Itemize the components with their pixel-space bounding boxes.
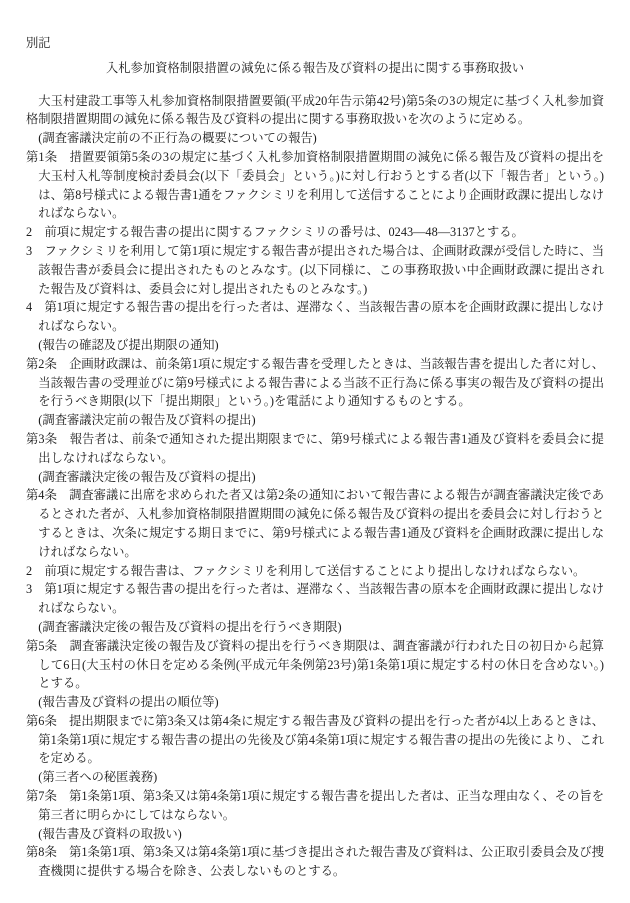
paragraph-text: 第1条第1項、第3条又は第4条第1項に基づき提出された報告書及び資料は、公正取引委員会及び捜査機関に提供する場合を除き、公表しないものとする。 — [38, 845, 604, 879]
paragraph-text: 前項に規定する報告書は、ファクシミリを利用して送信することにより提出しなければならない。 — [44, 563, 586, 578]
paragraph-text: 前項に規定する報告書の提出に関するファクシミリの番号は、0243—48—3137とする。 — [44, 225, 524, 240]
article-paragraph — [26, 148, 604, 223]
article-number: 第2条 — [26, 356, 57, 371]
paragraph-text: 企画財政課は、前条第1項に規定する報告書を受理したときは、当該報告書を提出した者に対し、当該報告書の受理並びに第9号様式による報告書による当該不正行為に係る事実の報告及び資料の提出を行うべき期限(以下「提出期限」という。)を電話により通知するものとする。 — [38, 356, 604, 409]
document-body — [26, 92, 604, 881]
article-number: 第8条 — [26, 845, 57, 860]
paragraph-text: (報告の確認及び提出期限の通知) — [38, 337, 219, 352]
section-heading — [26, 825, 604, 844]
item-number: 3 — [26, 582, 33, 597]
paragraph-text: (調査審議決定前の報告及び資料の提出) — [38, 413, 256, 428]
paragraph-text: 第1項に規定する報告書の提出を行った者は、遅滞なく、当該報告書の原本を企画財政課に提出しなければならない。 — [38, 300, 604, 334]
article-paragraph — [26, 486, 604, 561]
paragraph-text: 第1項に規定する報告書の提出を行った者は、遅滞なく、当該報告書の原本を企画財政課に提出しなければならない。 — [38, 582, 604, 616]
article-paragraph — [26, 787, 604, 825]
item-number: 2 — [26, 225, 33, 240]
paragraph-text: 大玉村建設工事等入札参加資格制限措置要領(平成20年告示第42号)第5条の3の規定に基づく入札参加資格制限措置期間の減免に係る報告及び資料の提出に関する事務取扱いを次のように定める。 — [26, 93, 604, 127]
article-paragraph — [26, 355, 604, 411]
paragraph-text: 第1条第1項、第3条又は第4条第1項に規定する報告書を提出した者は、正当な理由なく、その旨を第三者に明らかにしてはならない。 — [38, 789, 604, 822]
section-heading — [26, 468, 604, 487]
section-heading — [26, 129, 604, 148]
item-number: 3 — [26, 243, 33, 258]
section-heading — [26, 693, 604, 712]
besshi-annotation: 別記 — [26, 36, 51, 50]
section-heading — [26, 618, 604, 637]
paragraph-text: (報告書及び資料の提出の順位等) — [38, 695, 219, 710]
paragraph-text: 調査審議に出席を求められた者又は第2条の通知において報告書による報告が調査審議決定後であるとされた者が、入札参加資格制限措置期間の減免に係る報告及び資料の提出を委員会に対し行おうとするときは、次条に規定する期日までに、第9号様式による報告書1通及び資料を企画財政課に提出しなければならない。 — [38, 488, 604, 559]
paragraph-text: ファクシミリを利用して第1項に規定する報告書が提出された場合は、企画財政課が受信した時に、当該報告書が委員会に提出されたものとみなす。(以下同様に、この事務取扱い中企画財政課に提出された報告及び資料は、委員会に対し提出されたものとみなす。) — [38, 243, 604, 296]
item-number: 4 — [26, 300, 33, 315]
section-heading — [26, 768, 604, 787]
item-paragraph — [26, 298, 604, 336]
article-number: 第7条 — [26, 789, 57, 804]
intro-paragraph — [26, 92, 604, 130]
paragraph-text: (第三者への秘匿義務) — [38, 770, 158, 785]
section-heading — [26, 411, 604, 430]
article-paragraph — [26, 712, 604, 768]
paragraph-text: 報告者は、前条で通知された提出期限までに、第9号様式による報告書1通及び資料を委員会に提出しなければならない。 — [38, 431, 604, 465]
paragraph-text: (報告書及び資料の取扱い) — [38, 826, 182, 841]
item-number: 2 — [26, 563, 33, 578]
item-paragraph — [26, 580, 604, 618]
article-number: 第5条 — [26, 638, 58, 653]
item-paragraph — [26, 562, 604, 581]
paragraph-text: (調査審議決定後の報告及び資料の提出) — [38, 469, 256, 484]
article-number: 第1条 — [26, 149, 58, 164]
item-paragraph — [26, 223, 604, 242]
article-paragraph — [26, 637, 604, 693]
paragraph-text: 措置要領第5条の3の規定に基づく入札参加資格制限措置期間の減免に係る報告及び資料の提出を大玉村入札等制度検討委員会(以下「委員会」という。)に対し行おうとする者(以下「報告者」という。)は、第8号様式による報告書1通をファクシミリを利用して送信することにより企画財政課に提出しなければならない。 — [38, 149, 604, 221]
section-heading — [26, 336, 604, 355]
item-paragraph — [26, 242, 604, 298]
document-title: 入札参加資格制限措置の減免に係る報告及び資料の提出に関する事務取扱い — [105, 60, 525, 75]
article-number: 第4条 — [26, 488, 57, 503]
paragraph-text: (調査審議決定後の報告及び資料の提出を行うべき期限) — [38, 619, 342, 634]
article-paragraph — [26, 430, 604, 468]
paragraph-text: (調査審議決定前の不正行為の概要についての報告) — [38, 131, 317, 146]
article-paragraph — [26, 843, 604, 881]
article-number: 第3条 — [26, 431, 58, 446]
paragraph-text: 提出期限までに第3条又は第4条に規定する報告書及び資料の提出を行った者が4以上あるときは、第1条第1項に規定する報告書の提出の先後及び第4条第1項に規定する報告書の提出の先後により、これを定める。 — [38, 713, 604, 766]
paragraph-text: 調査審議決定後の報告及び資料の提出を行うべき期限は、調査審議が行われた日の初日から起算して6日(大玉村の休日を定める条例(平成元年条例第23号)第1条第1項に規定する村の休日を含めない。)とする。 — [38, 638, 604, 691]
article-number: 第6条 — [26, 713, 57, 728]
